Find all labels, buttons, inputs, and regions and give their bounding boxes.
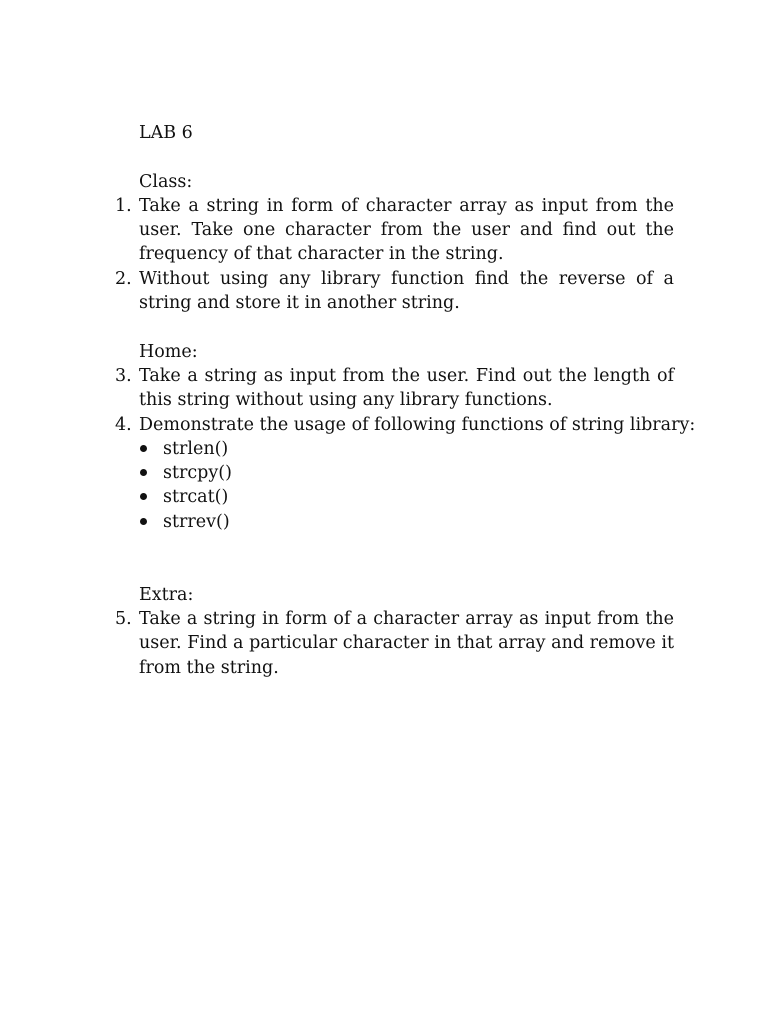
section-heading-class: Class: (139, 171, 193, 192)
bullet-icon (140, 518, 147, 525)
bullet-icon (140, 493, 147, 500)
document-body (115, 121, 696, 680)
task-text: Take a string as input from the user. Find out the length of this string without using any library functions. (139, 365, 674, 411)
task-item-4 (115, 413, 696, 534)
task-number: 4. (115, 414, 132, 435)
list-item (139, 437, 674, 461)
task-item-5 (115, 607, 674, 680)
string-function-list (139, 437, 674, 534)
task-item-1 (115, 194, 674, 267)
bullet-icon (140, 469, 147, 476)
blank-line (139, 145, 674, 169)
list-item (139, 510, 674, 534)
blank-line (139, 315, 674, 339)
list-item (139, 485, 674, 509)
task-number: 1. (115, 195, 132, 216)
blank-lines (139, 534, 674, 583)
lab-title: LAB 6 (139, 123, 193, 143)
task-text: Take a string in form of character array as input from the user. Take one character from the user and find out the frequency of that character in the string. (139, 195, 674, 265)
task-number: 5. (115, 608, 132, 629)
function-name: strlen() (163, 438, 229, 459)
task-text: Take a string in form of a character array as input from the user. Find a particular character in that array and remove it from the string. (139, 608, 674, 678)
function-name: strcat() (163, 487, 229, 508)
task-number: 3. (115, 365, 132, 386)
section-heading-extra: Extra: (139, 584, 194, 605)
task-number: 2. (115, 268, 132, 289)
task-text: Demonstrate the usage of following functions of string library: (139, 414, 696, 435)
task-item-2 (115, 267, 674, 316)
list-item (139, 461, 674, 485)
section-heading-home: Home: (139, 341, 198, 362)
bullet-icon (140, 445, 147, 452)
task-text: Without using any library function find the reverse of a string and store it in another string. (139, 268, 674, 314)
task-item-3 (115, 364, 674, 413)
function-name: strcpy() (163, 463, 232, 484)
function-name: strrev() (163, 511, 230, 532)
